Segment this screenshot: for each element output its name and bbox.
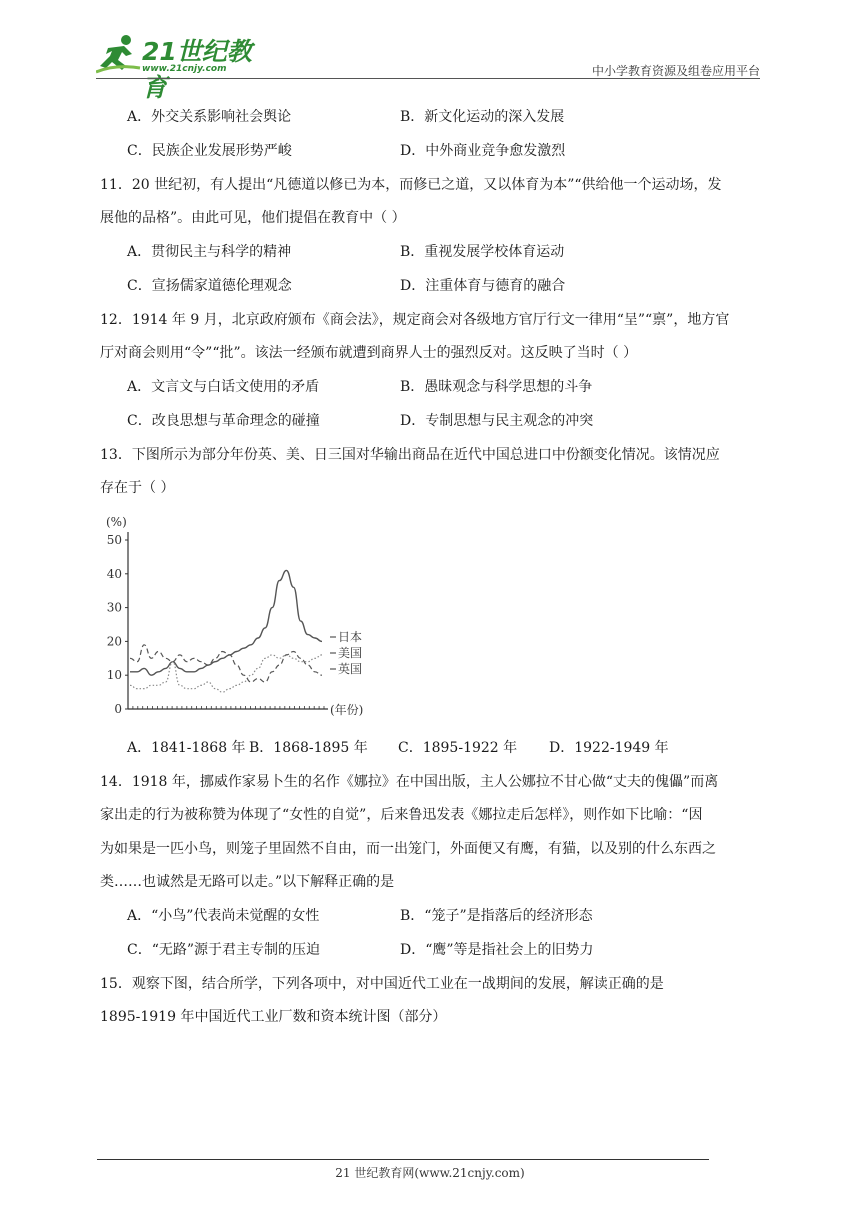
y-tick-label: 0 (114, 702, 122, 716)
y-tick-label: 20 (106, 634, 122, 649)
footer-divider (97, 1159, 709, 1160)
trade-share-chart (100, 510, 380, 725)
runner-logo-icon (96, 34, 142, 74)
y-tick-label: 10 (106, 668, 122, 683)
series-line-1 (130, 570, 322, 675)
q14-option-d: D．“鹰”等是指社会上的旧势力 (400, 942, 594, 958)
q12-stem-line2: 厅对商会则用“令”“批”。该法一经颁布就遭到商界人士的强烈反对。这反映了当时（ ） (100, 345, 638, 361)
chart-svg (100, 510, 380, 725)
q13-option-a: A．1841-1868 年 (127, 740, 246, 756)
y-axis-label: (%) (106, 515, 127, 529)
q14-stem-line1: 14．1918 年，挪威作家易卜生的名作《娜拉》在中国出版，主人公娜拉不甘心做“丈夫的傀儡”而离 (100, 774, 719, 790)
site-logo (96, 34, 266, 102)
chart-axes (128, 532, 328, 709)
q13-option-c: C．1895-1922 年 (398, 740, 518, 756)
q10-option-a: A．外交关系影响社会舆论 (127, 109, 292, 125)
q14-stem-line4: 类……也诚然是无路可以走。”以下解释正确的是 (100, 874, 395, 890)
q13-option-d: D．1922-1949 年 (549, 740, 669, 756)
q11-option-b: B．重视发展学校体育运动 (400, 244, 565, 260)
q14-option-b: B．“笼子”是指落后的经济形态 (400, 908, 593, 924)
q13-option-b: B．1868-1895 年 (249, 740, 368, 756)
platform-name: 中小学教育资源及组卷应用平台 (591, 64, 760, 78)
chart-legend (330, 629, 362, 676)
logo-url: www.21cnjy.com (142, 64, 227, 74)
q14-option-a: A．“小鸟”代表尚未觉醒的女性 (127, 908, 320, 924)
q13-stem-line1: 13．下图所示为部分年份英、美、日三国对华输出商品在近代中国总进口中份额变化情况。该情况应 (100, 447, 720, 463)
q12-option-b: B．愚昧观念与科学思想的斗争 (400, 379, 593, 395)
q12-option-c: C．改良思想与革命理念的碰撞 (127, 413, 320, 429)
chart-series (130, 570, 322, 692)
x-axis-label: (年份) (330, 703, 364, 717)
q14-stem-line3: 为如果是一匹小鸟，则笼子里固然不自由，而一出笼门，外面便又有鹰，有猫，以及别的什么东西之 (100, 841, 716, 857)
legend-label: 美国 (338, 646, 363, 660)
q14-option-c: C．“无路”源于君主专制的压迫 (127, 942, 321, 958)
series-line-3 (130, 645, 322, 682)
y-tick-label: 40 (106, 566, 122, 581)
q13-stem-line2: 存在于（ ） (100, 480, 175, 496)
series-line-2 (130, 655, 322, 692)
page-footer: 21 世纪教育网(www.21cnjy.com) (335, 1166, 525, 1180)
header-divider (96, 78, 760, 79)
q11-stem-line2: 展他的品格”。由此可见，他们提倡在教育中（ ） (100, 210, 406, 226)
page-header (96, 26, 760, 102)
q15-stem-line1: 15．观察下图，结合所学，下列各项中，对中国近代工业在一战期间的发展，解读正确的是 (100, 976, 664, 992)
q11-option-d: D．注重体育与德育的融合 (400, 278, 566, 294)
logo-text: 21世纪教育 (142, 37, 252, 102)
q12-stem-line1: 12．1914 年 9 月，北京政府颁布《商会法》，规定商会对各级地方官厅行文一律用“呈”“禀”，地方官 (100, 312, 730, 328)
q11-option-a: A．贯彻民主与科学的精神 (127, 244, 292, 260)
q10-option-b: B．新文化运动的深入发展 (400, 109, 565, 125)
q11-stem-line1: 11．20 世纪初，有人提出“凡德道以修已为本，而修已之道，又以体育为本”“供给他一个运动场，发 (100, 177, 722, 193)
y-tick-label: 50 (106, 533, 122, 547)
legend-label: 英国 (338, 662, 363, 676)
q11-option-c: C．宣扬儒家道德伦理观念 (127, 278, 292, 294)
y-tick-label: 30 (106, 600, 122, 615)
q12-option-d: D．专制思想与民主观念的冲突 (400, 413, 594, 429)
q10-option-d: D．中外商业竞争愈发激烈 (400, 143, 566, 159)
q10-option-c: C．民族企业发展形势严峻 (127, 143, 292, 159)
q14-stem-line2: 家出走的行为被称赞为体现了“女性的自觉”，后来鲁迅发表《娜拉走后怎样》，则作如下比喻：“因 (100, 807, 703, 823)
legend-label: 日本 (338, 630, 363, 644)
q12-option-a: A．文言文与白话文使用的矛盾 (127, 379, 320, 395)
q15-figure-caption: 1895-1919 年中国近代工业厂数和资本统计图（部分） (100, 1009, 447, 1025)
